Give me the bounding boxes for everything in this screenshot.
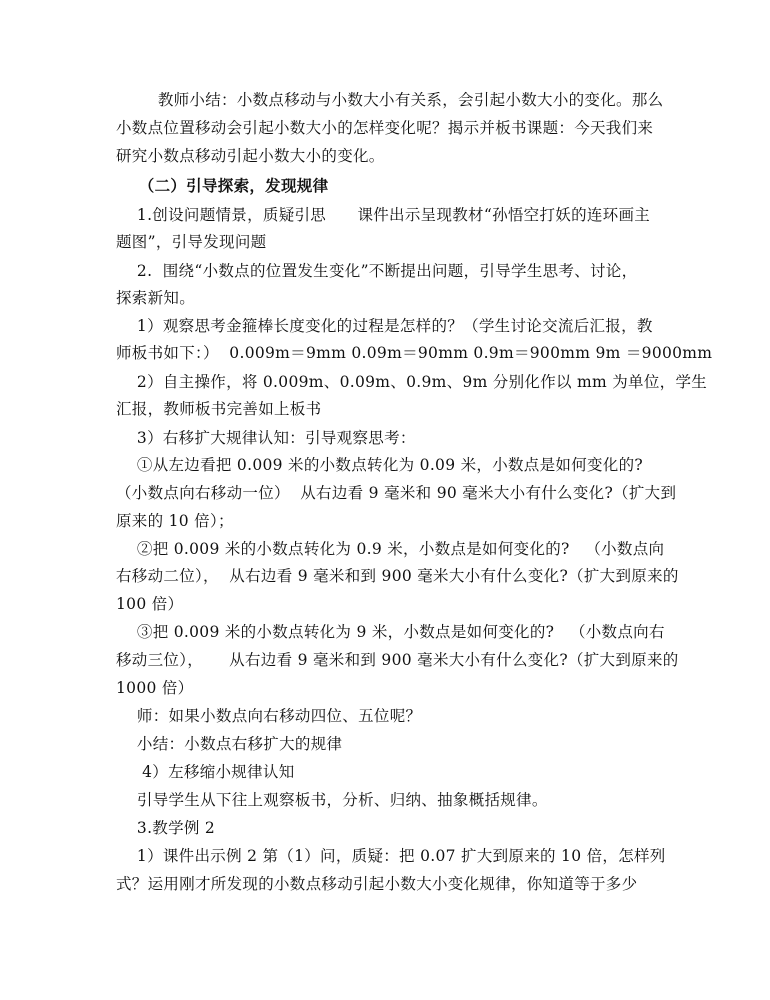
text-line: 右移动二位）， 从右边看 9 毫米和到 900 毫米大小有什么变化?（扩大到原来的 <box>116 567 679 585</box>
text-line: 原来的 10 倍）； <box>116 512 234 530</box>
text-line: 3.教学例 2 <box>116 819 216 837</box>
text-line: （小数点向右移动一位） 从右边看 9 毫米和 90 毫米大小有什么变化?（扩大到 <box>116 484 677 502</box>
text-line: 4）左移缩小规律认知 <box>116 763 295 781</box>
text-line: 引导学生从下往上观察板书，分析、归纳、抽象概括规律。 <box>116 791 548 809</box>
text-line: 2. 围绕“小数点的位置发生变化”不断提出问题，引导学生思考、讨论， <box>116 262 638 280</box>
text-line: 1000 倍） <box>116 679 194 697</box>
text-line: 题图”，引导发现问题 <box>116 233 267 251</box>
text-line: 式？运用刚才所发现的小数点移动引起小数大小变化规律，你知道等于多少 <box>116 875 638 893</box>
text-line: 小结：小数点右移扩大的规律 <box>116 735 343 753</box>
text-line: 2）自主操作，将 0.009m、0.09m、0.9m、9m 分别化作以 mm 为单位，学生 <box>116 373 708 391</box>
text-line: ①从左边看把 0.009 米的小数点转化为 0.09 米，小数点是如何变化的? <box>116 456 644 474</box>
text-line: 100 倍） <box>116 595 184 613</box>
text-line: 移动三位）， 从右边看 9 毫米和到 900 毫米大小有什么变化?（扩大到原来的 <box>116 651 679 669</box>
section-heading: （二）引导探索，发现规律 <box>116 176 329 195</box>
text-line: 汇报，教师板书完善如上板书 <box>116 400 322 418</box>
text-line: 研究小数点移动引起小数大小的变化。 <box>116 147 385 165</box>
text-line: 探索新知。 <box>116 289 196 307</box>
text-line: 小数点位置移动会引起小数大小的怎样变化呢？揭示并板书课题：今天我们来 <box>116 119 654 137</box>
text-line: 1.创设问题情景，质疑引思 课件出示呈现教材“孙悟空打妖的连环画主 <box>116 206 651 224</box>
text-line: 1）观察思考金箍棒长度变化的过程是怎样的？（学生讨论交流后汇报，教 <box>116 317 653 335</box>
text-line: ③把 0.009 米的小数点转化为 9 米，小数点是如何变化的? （小数点向右 <box>116 623 665 641</box>
text-line: 师：如果小数点向右移动四位、五位呢？ <box>116 707 422 725</box>
text-line: 师板书如下：） 0.009m＝9mm 0.09m＝90mm 0.9m＝900mm 9m ＝9000mm <box>116 344 713 362</box>
text-line: ②把 0.009 米的小数点转化为 0.9 米，小数点是如何变化的? （小数点向 <box>116 540 665 558</box>
text-line: 1）课件出示例 2 第（1）问，质疑：把 0.07 扩大到原来的 10 倍，怎样列 <box>116 847 666 865</box>
text-line: 教师小结：小数点移动与小数大小有关系，会引起小数大小的变化。那么 <box>116 91 664 109</box>
text-line: 3）右移扩大规律认知：引导观察思考： <box>116 429 416 447</box>
